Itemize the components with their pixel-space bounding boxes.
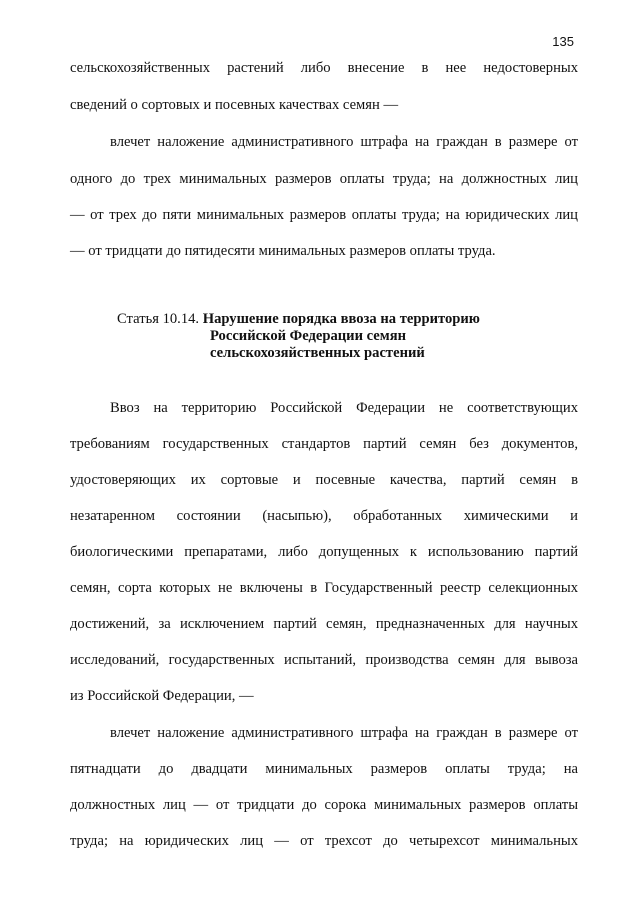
text-line: семян, сорта которых не включены в Государственный реестр селекционных: [70, 580, 578, 596]
text-line: удостоверяющих их сортовые и посевные качества, партий семян в: [70, 472, 578, 488]
text-line: пятнадцати до двадцати минимальных размеров оплаты труда; на: [70, 761, 578, 777]
text-line: сельскохозяйственных растений либо внесение в нее недостоверных: [70, 60, 578, 76]
text-line: влечет наложение административного штрафа на граждан в размере от: [110, 725, 578, 741]
text-line: требованиям государственных стандартов партий семян без документов,: [70, 436, 578, 452]
text-line: исследований, государственных испытаний, производства семян для вывоза: [70, 652, 578, 668]
text-line: незатаренном состоянии (насыпью), обработанных химическими и: [70, 508, 578, 524]
text-line: достижений, за исключением партий семян, предназначенных для научных: [70, 616, 578, 632]
text-line: труда; на юридических лиц — от трехсот до четырехсот минимальных: [70, 833, 578, 849]
text-line: одного до трех минимальных размеров оплаты труда; на должностных лиц: [70, 171, 578, 187]
article-heading: [117, 311, 480, 328]
text-line: — от трех до пяти минимальных размеров оплаты труда; на юридических лиц: [70, 207, 578, 223]
text-line: — от тридцати до пятидесяти минимальных размеров оплаты труда.: [70, 243, 496, 259]
text-line: биологическими препаратами, либо допущенных к использованию партий: [70, 544, 578, 560]
article-title-line: Российской Федерации семян: [210, 328, 407, 344]
article-label: Статья 10.14.: [117, 311, 200, 327]
article-title-line: сельскохозяйственных растений: [210, 345, 425, 361]
article-title-line: Нарушение порядка ввоза на территорию: [202, 311, 480, 327]
text-line: должностных лиц — от тридцати до сорока минимальных размеров оплаты: [70, 797, 578, 813]
page-number: 135: [552, 34, 574, 49]
text-line: Ввоз на территорию Российской Федерации не соответствующих: [110, 400, 578, 416]
text-line: влечет наложение административного штрафа на граждан в размере от: [110, 134, 578, 150]
text-line: сведений о сортовых и посевных качествах семян —: [70, 97, 399, 113]
text-line: из Российской Федерации, —: [70, 688, 254, 704]
